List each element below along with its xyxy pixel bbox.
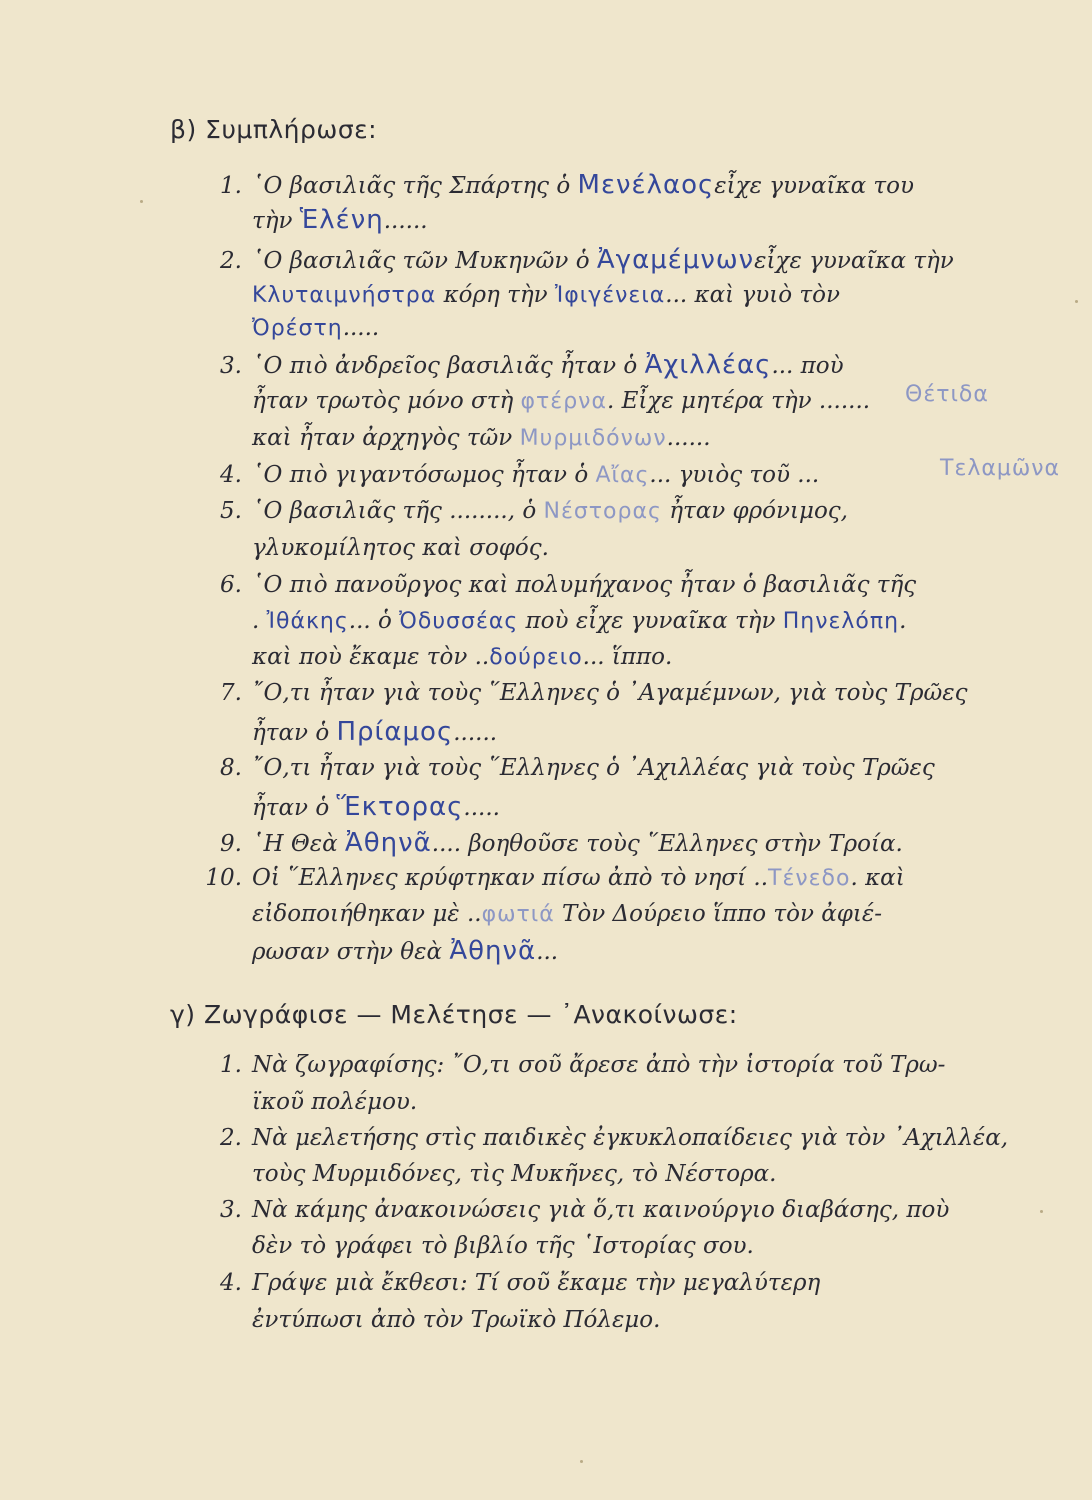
c-line-2-cont: τοὺς Μυρμιδόνες, τὶς Μυκῆνες, τὸ Νέστορα. (252, 1161, 777, 1187)
handwritten-answer: Ἑλένη (299, 205, 384, 235)
b-line-2: 2. ῾Ο βασιλιᾶς τῶν Μυκηνῶν ὁ Ἀγαμέμνωνεἶχε γυναῖκα τὴν (220, 245, 954, 275)
handwritten-answer: Ἰθάκης (266, 609, 349, 634)
b-line-4: 4. ῾Ο πιὸ γιγαντόσωμος ἦταν ὁ Αἴας... γυιὸς τοῦ ... (220, 462, 820, 488)
handwritten-answer: φωτιά (481, 902, 555, 927)
handwritten-answer: Κλυταιμνήστρα (252, 283, 437, 308)
b-line-8-cont: ἦταν ὁ Ἕκτορας..... (252, 792, 500, 822)
b-line-6-cont: . Ἰθάκης... ὁ Ὀδυσσέας ποὺ εἶχε γυναῖκα τὴν Πηνελόπη. (252, 608, 907, 634)
b-line-5: 5. ῾Ο βασιλιᾶς τῆς ........, ὁ Νέστορας ἦταν φρόνιμος, (220, 498, 848, 524)
b-line-2-cont2: Ὀρέστη..... (252, 315, 380, 341)
c-line-1: 1. Νὰ ζωγραφίσης: ῎Ο,τι σοῦ ἄρεσε ἀπὸ τὴν ἱστορία τοῦ Τρω- (220, 1052, 946, 1078)
b-line-3: 3. ῾Ο πιὸ ἀνδρεῖος βασιλιᾶς ἦταν ὁ Ἀχιλλέας... ποὺ (220, 350, 844, 380)
handwritten-answer: Πηνελόπη (782, 609, 900, 634)
b-line-7: 7. ῎Ο,τι ἦταν γιὰ τοὺς ῞Ελληνες ὁ ᾿Αγαμέμνων, γιὰ τοὺς Τρῶες (220, 680, 968, 706)
paper-speck (1040, 1210, 1043, 1213)
handwritten-answer: Ἀγαμέμνων (596, 245, 755, 275)
handwritten-answer: Ἀχιλλέας (644, 350, 772, 380)
handwritten-answer: Μυρμιδόνων (519, 426, 667, 451)
c-line-1-cont: ϊκοῦ πολέμου. (252, 1089, 418, 1115)
b-line-10-cont: εἰδοποιήθηκαν μὲ ..φωτιά Τὸν Δούρειο ἵππο τὸν ἀφιέ- (252, 901, 883, 927)
paper-speck (140, 200, 143, 203)
handwritten-answer: Ἰφιγένεια (554, 283, 666, 308)
handwritten-answer: Ἕκτορας (336, 792, 464, 822)
c-line-4: 4. Γράψε μιὰ ἔκθεσι: Τί σοῦ ἔκαμε τὴν μεγαλύτερη (220, 1270, 821, 1296)
b-line-2-cont: Κλυταιμνήστρα κόρη τὴν Ἰφιγένεια... καὶ γυιὸ τὸν (252, 282, 840, 308)
handwritten-answer: Ἀθηνᾶ (344, 828, 432, 858)
handwritten-answer: Ἀθηνᾶ (449, 936, 537, 966)
handwritten-answer: Πρίαμος (336, 717, 454, 747)
c-line-2: 2. Νὰ μελετήσης στὶς παιδικὲς ἐγκυκλοπαίδειες γιὰ τὸν ᾿Αχιλλέα, (220, 1125, 1009, 1151)
c-line-3-cont: δὲν τὸ γράφει τὸ βιβλίο τῆς ῾Ιστορίας σου. (252, 1233, 754, 1259)
c-line-4-cont: ἐντύπωσι ἀπὸ τὸν Τρωϊκὸ Πόλεμο. (252, 1307, 661, 1333)
handwritten-answer: Τένεδο (768, 866, 851, 891)
b-line-10: 10. Οἱ ῞Ελληνες κρύφτηκαν πίσω ἀπὸ τὸ νησί ..Τένεδο. καὶ (205, 865, 905, 891)
b-line-10-cont2: ρωσαν στὴν θεὰ Ἀθηνᾶ... (252, 936, 559, 966)
handwritten-answer: φτέρνα (520, 389, 607, 414)
margin-note: Τελαμῶνα (940, 456, 1061, 481)
margin-note: Θέτιδα (905, 382, 989, 407)
b-line-5-cont: γλυκομίλητος καὶ σοφός. (252, 535, 549, 561)
b-line-6: 6. ῾Ο πιὸ πανοῦργος καὶ πολυμήχανος ἦταν ὁ βασιλιᾶς τῆς (220, 572, 917, 598)
handwritten-answer: Μενέλαος (577, 170, 715, 200)
b-line-8: 8. ῎Ο,τι ἦταν γιὰ τοὺς ῞Ελληνες ὁ ᾿Αχιλλέας γιὰ τοὺς Τρῶες (220, 755, 935, 781)
handwritten-answer: Ὀδυσσέας (399, 609, 519, 634)
section-c-heading: γ) Ζωγράφισε — Μελέτησε — ᾿Ανακοίνωσε: (170, 1000, 738, 1029)
handwritten-answer: Ὀρέστη (252, 316, 343, 341)
b-line-1: 1. ῾Ο βασιλιᾶς τῆς Σπάρτης ὁ Μενέλαοςεἶχε γυναῖκα του (220, 170, 914, 200)
section-b-heading: β) Συμπλήρωσε: (170, 115, 378, 144)
b-line-1-cont: τὴν Ἑλένη...... (252, 205, 428, 235)
b-line-9: 9. ῾Η Θεὰ Ἀθηνᾶ.... βοηθοῦσε τοὺς ῞Ελληνες στὴν Τροία. (220, 828, 903, 858)
b-line-3-cont: ἦταν τρωτὸς μόνο στὴ φτέρνα. Εἶχε μητέρα τὴν ....... (252, 388, 871, 414)
b-line-7-cont: ἦταν ὁ Πρίαμος...... (252, 717, 498, 747)
handwritten-answer: δούρειο (489, 645, 583, 670)
handwritten-answer: Αἴας (595, 463, 650, 488)
b-line-3-cont2: καὶ ἦταν ἀρχηγὸς τῶν Μυρμιδόνων...... (252, 425, 711, 451)
paper-speck (580, 1460, 583, 1463)
b-line-6-cont2: καὶ ποὺ ἔκαμε τὸν ..δούρειο... ἵππο. (252, 644, 673, 670)
paper-speck (1075, 300, 1078, 303)
c-line-3: 3. Νὰ κάμης ἀνακοινώσεις γιὰ ὅ,τι καινούργιο διαβάσης, ποὺ (220, 1197, 950, 1223)
handwritten-answer: Νέστορας (543, 499, 662, 524)
